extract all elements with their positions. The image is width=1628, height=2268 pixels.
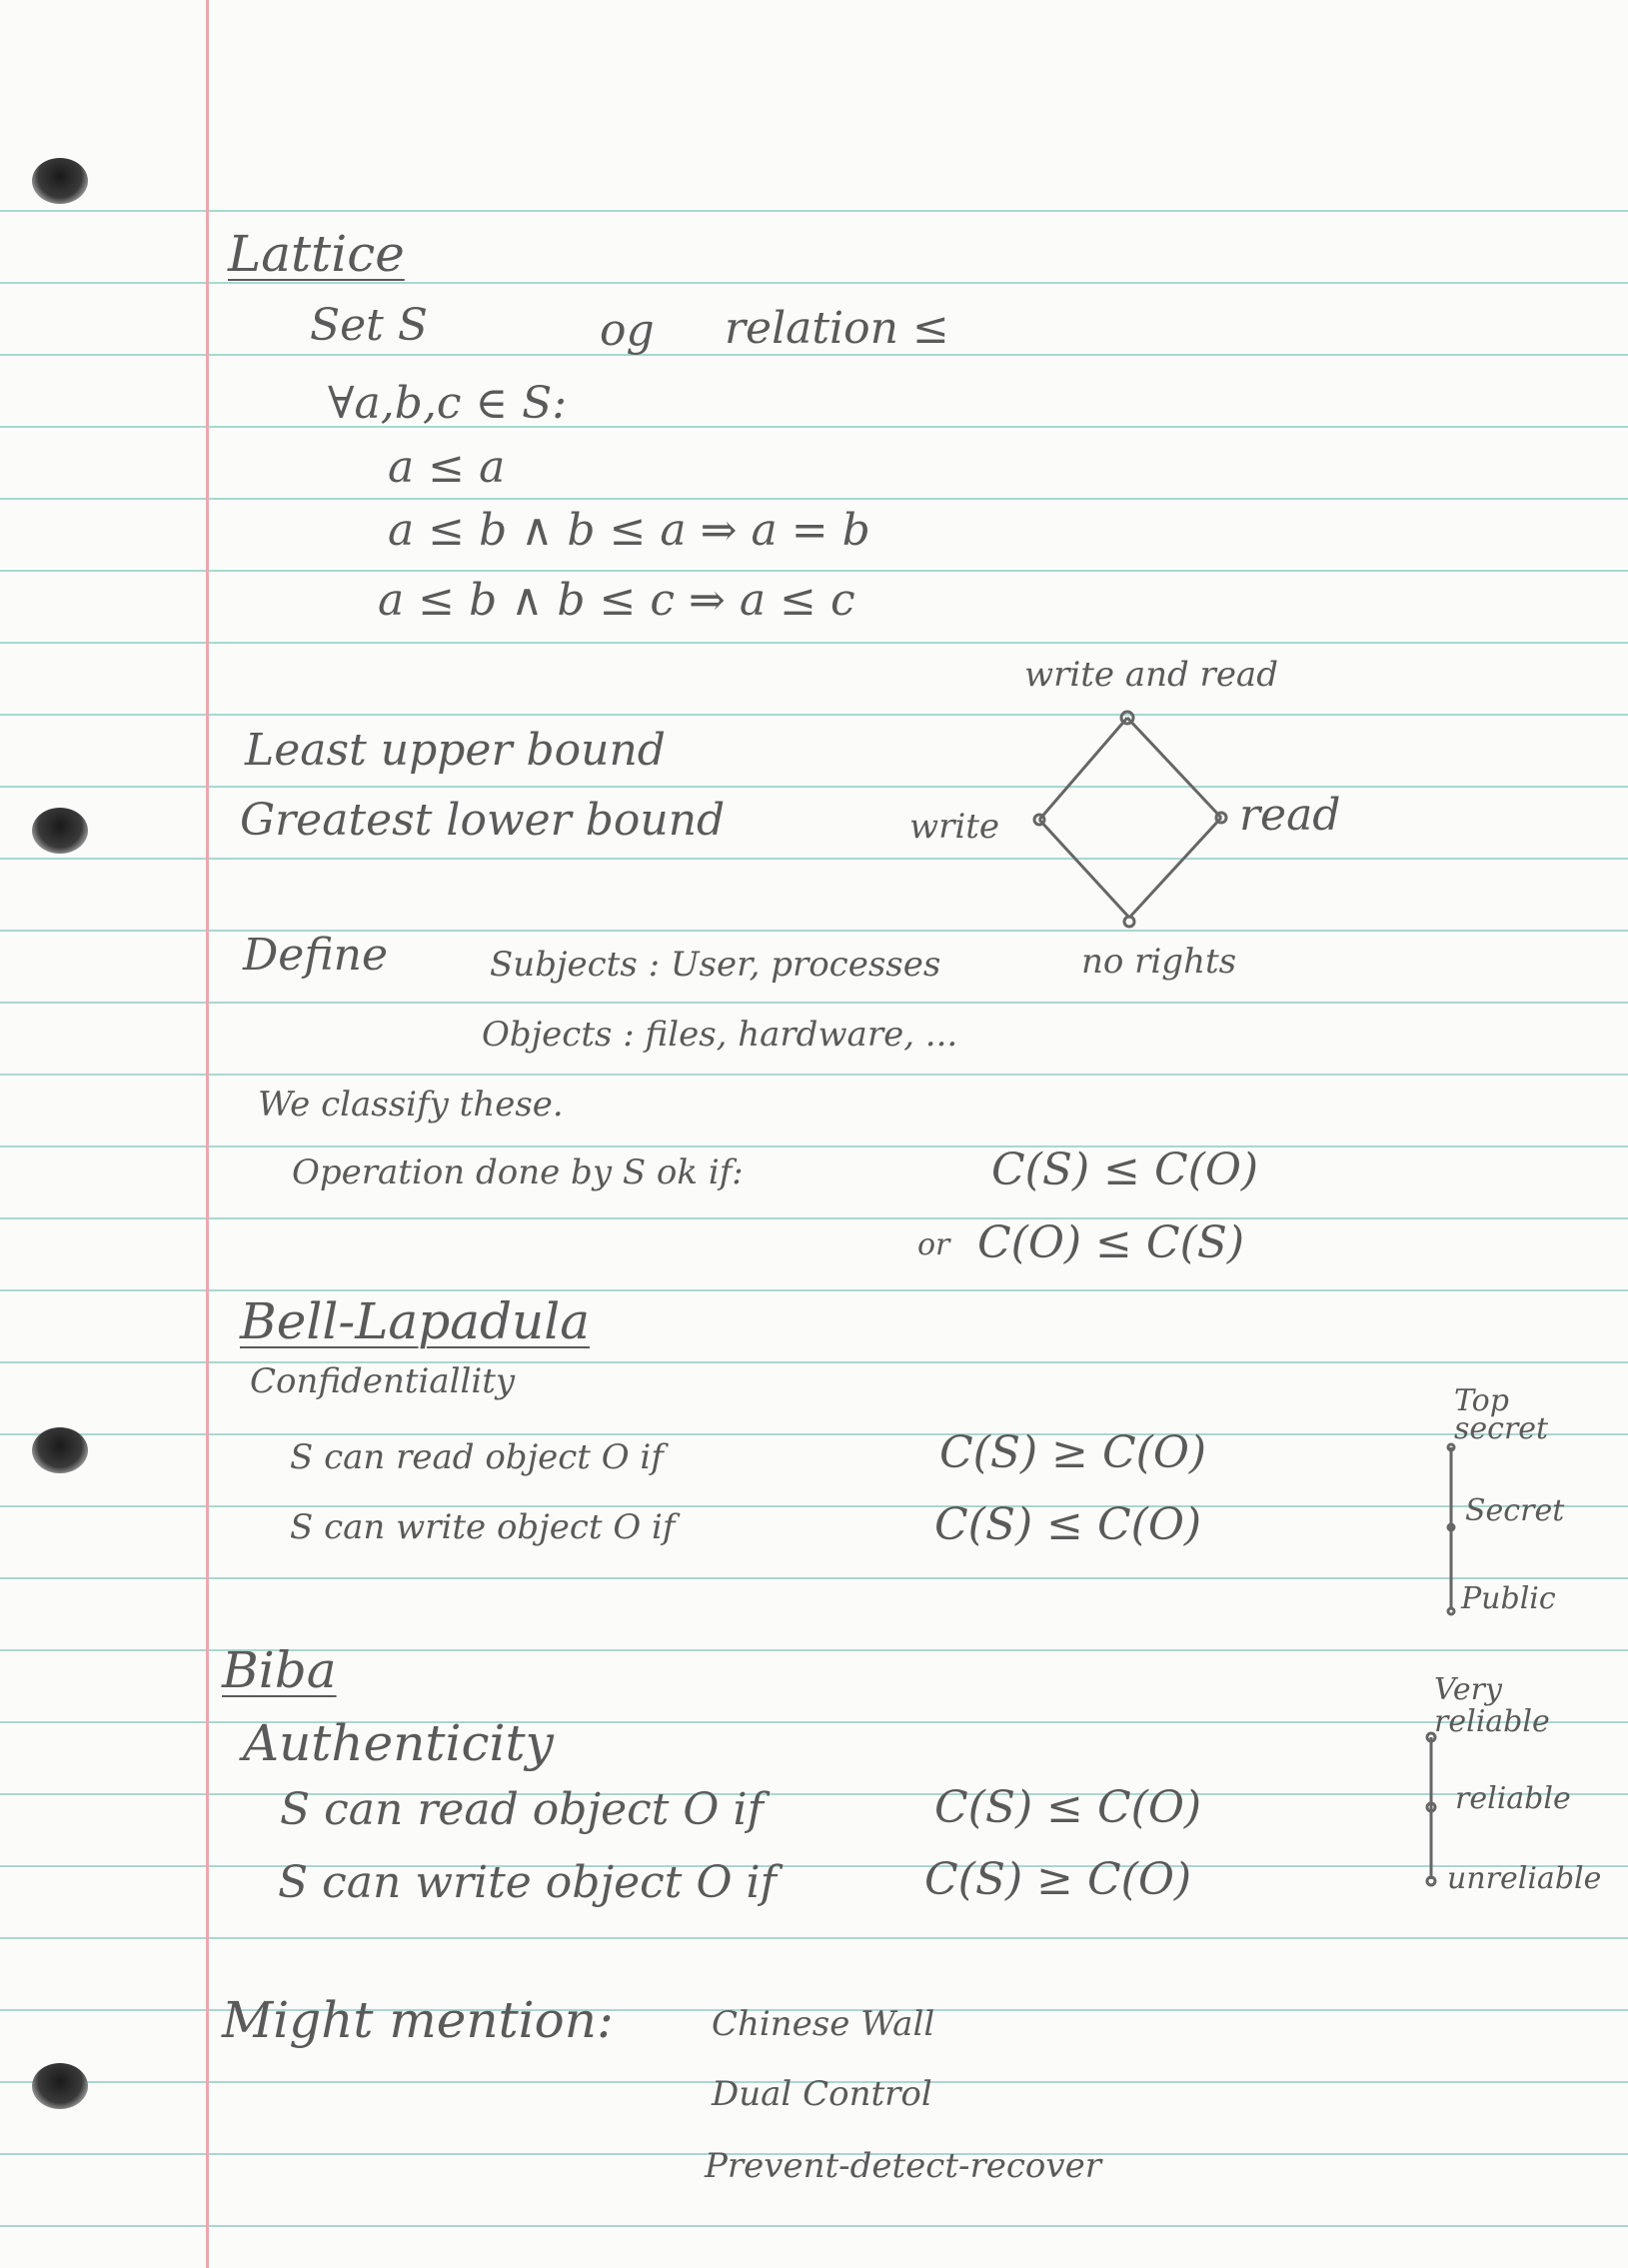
axiom-transitive: a ≤ b ∧ b ≤ c ⇒ a ≤ c bbox=[378, 575, 855, 626]
mention-prevent-detect-recover: Prevent-detect-recover bbox=[705, 2146, 1101, 2186]
condition-1: C(S) ≤ C(O) bbox=[991, 1144, 1259, 1195]
biba-heading: Biba bbox=[222, 1641, 337, 1699]
biba-write-rule: S can write object O if bbox=[278, 1857, 777, 1908]
blp-heading: Bell-Lapadula bbox=[240, 1292, 591, 1350]
mention-chinese-wall: Chinese Wall bbox=[712, 2004, 935, 2044]
blp-write-cond: C(S) ≤ C(O) bbox=[934, 1499, 1202, 1550]
diagram-right-label: read bbox=[1239, 790, 1341, 841]
relation-label: relation ≤ bbox=[725, 303, 949, 354]
blp-sub: Confidentiallity bbox=[250, 1361, 516, 1401]
biba-read-rule: S can read object O if bbox=[280, 1784, 764, 1835]
diagram-top-label: write and read bbox=[1024, 655, 1278, 695]
level-very-reliable: Very reliable bbox=[1434, 1672, 1550, 1739]
level-secret: Secret bbox=[1465, 1493, 1565, 1528]
blp-write-rule: S can write object O if bbox=[290, 1507, 676, 1547]
or-word: or bbox=[917, 1227, 950, 1262]
forall-line: ∀a,b,c ∈ S: bbox=[328, 378, 568, 429]
subjects-line: Subjects : User, processes bbox=[490, 945, 941, 985]
biba-write-cond: C(S) ≥ C(O) bbox=[924, 1854, 1192, 1905]
operation-line: Operation done by S ok if: bbox=[292, 1152, 744, 1192]
mention-dual-control: Dual Control bbox=[712, 2074, 932, 2114]
level-reliable: reliable bbox=[1455, 1781, 1571, 1816]
diagram-bottom-label: no rights bbox=[1081, 942, 1237, 982]
blp-read-rule: S can read object O if bbox=[290, 1437, 664, 1477]
condition-2: C(O) ≤ C(S) bbox=[977, 1217, 1245, 1268]
biba-sub: Authenticity bbox=[243, 1714, 554, 1772]
greatest-lower-bound: Greatest lower bound bbox=[240, 795, 726, 846]
level-unreliable: unreliable bbox=[1447, 1861, 1602, 1896]
axiom-antisymmetric: a ≤ b ∧ b ≤ a ⇒ a = b bbox=[388, 505, 870, 556]
lattice-heading: Lattice bbox=[228, 225, 405, 283]
classify-line: We classify these. bbox=[258, 1085, 564, 1125]
set-s: Set S bbox=[310, 300, 428, 351]
blp-read-cond: C(S) ≥ C(O) bbox=[939, 1427, 1207, 1478]
axiom-reflexive: a ≤ a bbox=[388, 442, 506, 493]
objects-line: Objects : files, hardware, ... bbox=[482, 1015, 958, 1055]
level-top-secret: Top secret bbox=[1454, 1383, 1549, 1446]
might-mention-label: Might mention: bbox=[222, 1991, 614, 2049]
diagram-left-label: write bbox=[909, 807, 1000, 847]
biba-read-cond: C(S) ≤ C(O) bbox=[934, 1782, 1202, 1833]
level-public: Public bbox=[1461, 1581, 1556, 1616]
least-upper-bound: Least upper bound bbox=[245, 725, 666, 776]
define-label: Define bbox=[243, 930, 389, 981]
og-word: og bbox=[600, 305, 655, 356]
